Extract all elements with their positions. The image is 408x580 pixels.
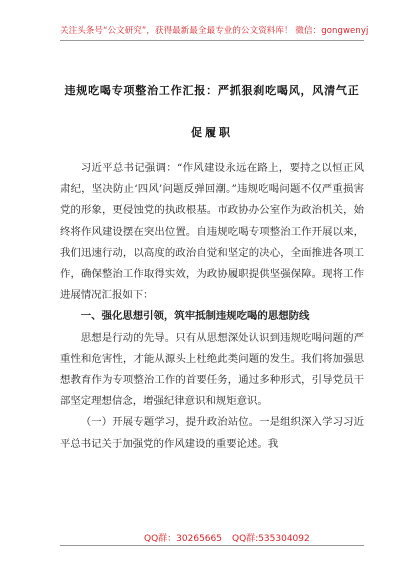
- header-banner: 关注头条号“公文研究”，获得最新最全最专业的公文资料库！ 微信：gongwenyj: [60, 26, 369, 36]
- subsection-paragraph: （一）开展专题学习，提升政治站位。一是组织深入学习习近平总书记关于加强党的作风建设的重要论述。我: [60, 416, 364, 450]
- section-heading: 一、强化思想引领，筑牢抵制违规吃喝的思想防线: [80, 310, 310, 323]
- body-paragraph: 思想是行动的先导。只有从思想深处认识到违规吃喝问题的严重性和危害性，才能从源头上杜绝此类问题的发生。我们将加强思想教育作为专项整治工作的首要任务，通过多种形式，引导党员干部坚定理想信念，增强纪律意识和规矩意识。: [60, 331, 364, 408]
- document-title-line-1: 违规吃喝专项整治工作汇报：严抓狠刹吃喝风，风清气正: [64, 84, 360, 97]
- footer-qq-group-2: QQ群:535304092: [232, 534, 310, 544]
- intro-paragraph: 习近平总书记强调：“作风建设永远在路上，要持之以恒正风肃纪，坚决防止‘四风’问题反弹回潮。”违规吃喝问题不仅严重损害党的形象，更侵蚀党的执政根基。市政协办公室作为政治机关，始终将作风建设摆在突出位置。自违规吃喝专项整治工作开展以来，我们迅速行动，以高度的政治自觉和坚定的决心，全面推进各项工作，确保整治工作取得实效，为政协履职提供坚强保障。现将工作进展情况汇报如下：: [60, 162, 364, 302]
- footer-divider: [60, 545, 364, 546]
- document-body: [60, 158, 364, 455]
- footer-qq-group-1: QQ群：30265665: [144, 534, 222, 544]
- header-divider: [60, 40, 364, 41]
- footer: [0, 531, 408, 543]
- document-title-line-2: 促履职: [191, 126, 233, 139]
